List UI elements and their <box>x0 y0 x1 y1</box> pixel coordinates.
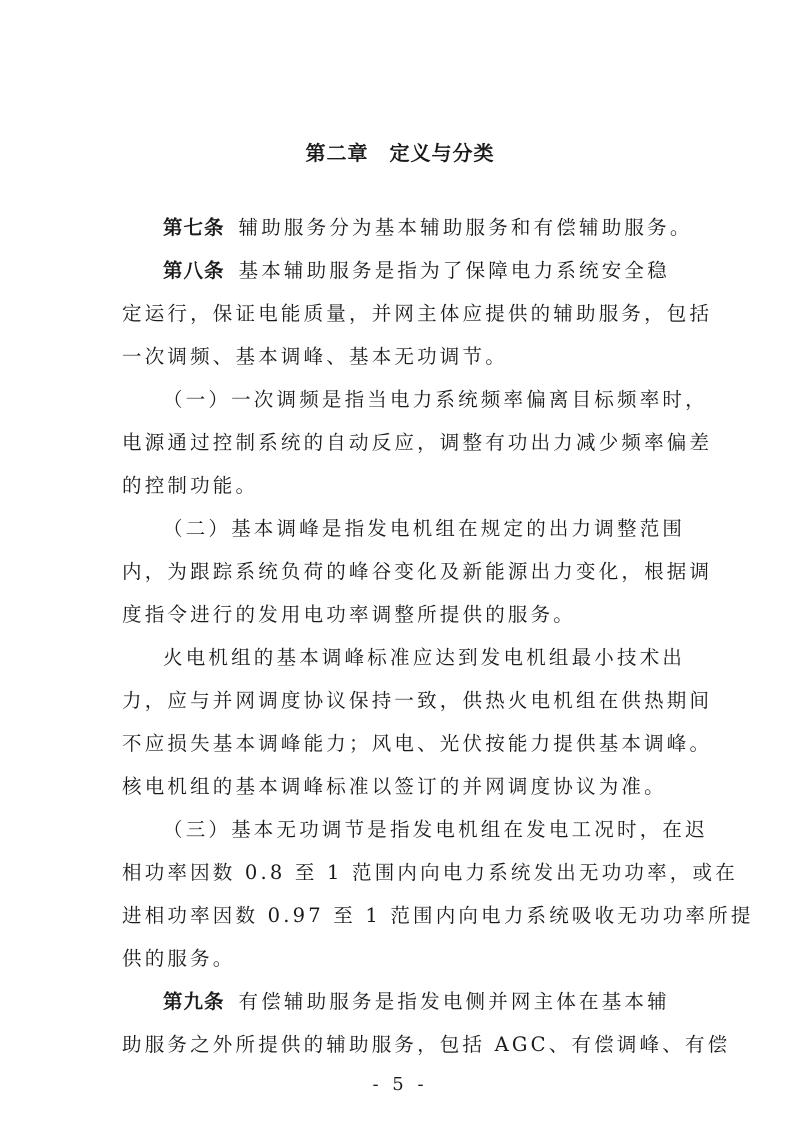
article-label: 第七条 <box>163 216 225 239</box>
paragraph-line: 供的服务。 <box>122 947 236 970</box>
article-8-line <box>163 256 682 286</box>
paragraph-text: 有偿辅助服务是指发电侧并网主体在基本辅 <box>238 990 670 1013</box>
paragraph-line: 相功率因数 0.8 至 1 范围内向电力系统发出无功功率，或在 <box>122 861 738 884</box>
paragraph-line: 不应损失基本调峰能力；风电、光伏按能力提供基本调峰。 <box>122 732 713 755</box>
article-9-line <box>163 987 682 1017</box>
paragraph-line: 电源通过控制系统的自动反应，调整有功出力减少频率偏差 <box>122 431 713 454</box>
paragraph-line: 核电机组的基本调峰标准以签订的并网调度协议为准。 <box>122 775 667 798</box>
article-label: 第八条 <box>163 259 225 282</box>
paragraph-line: （一）一次调频是指当电力系统频率偏离目标频率时， <box>163 388 708 411</box>
paragraph-line: 一次调频、基本调峰、基本无功调节。 <box>122 345 508 368</box>
paragraph-line: 进相功率因数 0.97 至 1 范围内向电力系统吸收无功功率所提 <box>122 904 754 927</box>
paragraph-line: 定运行，保证电能质量，并网主体应提供的辅助服务，包括 <box>122 302 713 325</box>
paragraph-text: 辅助服务分为基本辅助服务和有偿辅助服务。 <box>238 216 693 239</box>
article-7-line <box>163 213 693 243</box>
paragraph-line: 力，应与并网调度协议保持一致，供热火电机组在供热期间 <box>122 689 713 712</box>
paragraph-line: 助服务之外所提供的辅助服务，包括 AGC、有偿调峰、有偿 <box>122 1033 731 1056</box>
paragraph-line: 的控制功能。 <box>122 474 259 497</box>
paragraph-line: 度指令进行的发用电功率调整所提供的服务。 <box>122 603 577 626</box>
paragraph-text: 基本辅助服务是指为了保障电力系统安全稳 <box>238 259 670 282</box>
paragraph-line: （三）基本无功调节是指发电机组在发电工况时，在迟 <box>163 818 708 841</box>
paragraph-line: （二）基本调峰是指发电机组在规定的出力调整范围 <box>163 517 686 540</box>
page-number: - 5 - <box>372 1074 428 1095</box>
paragraph-line: 内，为跟踪系统负荷的峰谷变化及新能源出力变化，根据调 <box>122 560 713 583</box>
paragraph-line: 火电机组的基本调峰标准应达到发电机组最小技术出 <box>163 646 686 669</box>
chapter-title: 第二章 定义与分类 <box>305 141 495 165</box>
article-label: 第九条 <box>163 990 225 1013</box>
